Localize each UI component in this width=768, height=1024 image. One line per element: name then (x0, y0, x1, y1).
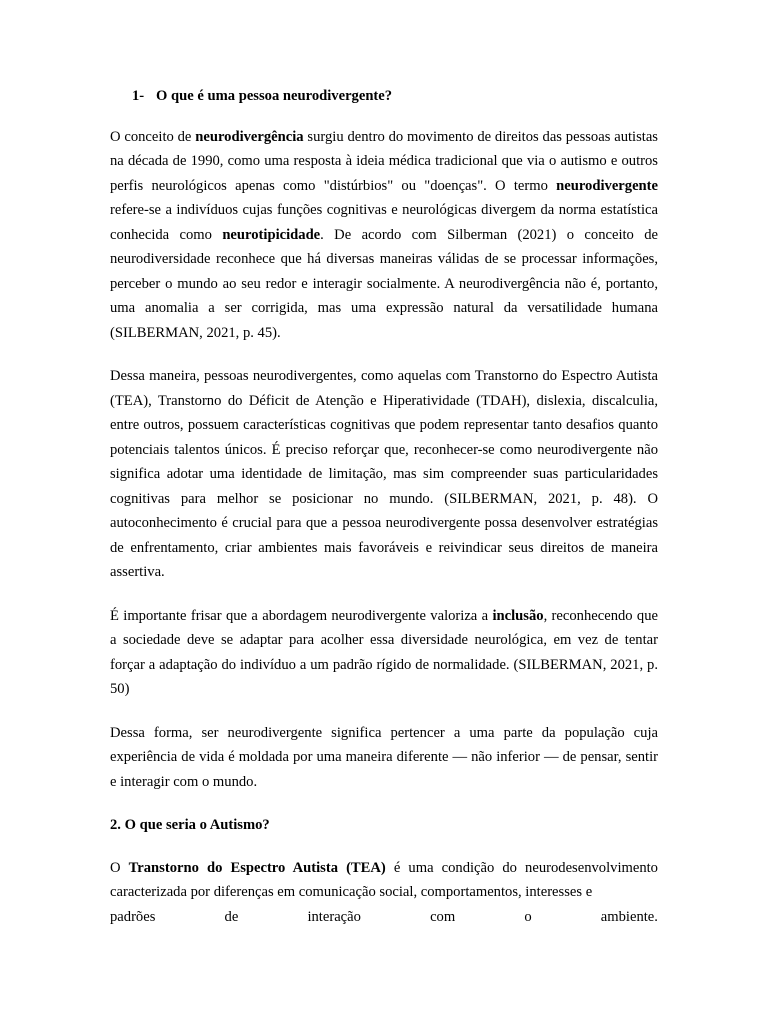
word: de (224, 908, 239, 925)
text-run: . De acordo com Silberman (2021) o conceito de neurodiversidade reconhece que há diversas maneiras válidas de se processar informações, perceber o mundo ao seu redor e interagir socialmente. A neurodivergência não é, portanto, uma anomalia a ser corrigida, mas uma expressão natural da versatilidade humana (SILBERMAN, 2021, p. 45). (110, 226, 658, 341)
text-run: O (110, 859, 129, 876)
word: com (430, 908, 456, 925)
text-run: refere-se a indivíduos cujas funções cognitivas e neurológicas divergem da norma estatística conhecida como (110, 202, 658, 243)
bold-term: neurotipicidade (222, 226, 321, 243)
paragraph-5 (110, 856, 658, 905)
word: ambiente. (600, 908, 658, 925)
document-body (110, 84, 658, 929)
bold-term: inclusão (492, 607, 544, 624)
paragraph-5-last-line (110, 905, 658, 930)
section-1-heading (132, 84, 658, 109)
section-1-title: O que é uma pessoa neurodivergente? (156, 88, 393, 104)
text-run: , reconhecendo que a sociedade deve se adaptar para acolher essa diversidade neurológica, em vez de tentar forçar a adaptação do indivíduo a um padrão rígido de normalidade. (SILBERMAN, 2021, p. 50) (110, 607, 659, 697)
word: o (524, 908, 532, 925)
word: interação (307, 908, 361, 925)
word: padrões (110, 908, 156, 925)
bold-term: neurodivergente (556, 177, 658, 194)
paragraph-3 (110, 604, 658, 702)
text-run: O conceito de (110, 128, 196, 145)
paragraph-1 (110, 125, 658, 346)
section-2-heading: 2. O que seria o Autismo? (110, 817, 270, 833)
text-run: surgiu dentro do movimento de direitos das pessoas autistas na década de 1990, como uma resposta à ideia médica tradicional que via o autismo e outros perfis neurológicos apenas como "distúrbios" ou "doenças". O termo (110, 128, 658, 194)
text-run: é uma condição do neurodesenvolvimento caracterizada por diferenças em comunicação social, comportamentos, interesses e (110, 859, 658, 900)
text-run: É importante frisar que a abordagem neurodivergente valoriza a (110, 607, 493, 624)
paragraph-4: Dessa forma, ser neurodivergente significa pertencer a uma parte da população cuja experiência de vida é moldada por uma maneira diferente — não inferior — de pensar, sentir e interagir com o mundo. (110, 724, 658, 790)
section-1-number: 1- (132, 88, 145, 104)
bold-term: neurodivergência (195, 128, 304, 145)
bold-term: Transtorno do Espectro Autista (TEA) (128, 859, 386, 876)
paragraph-2: Dessa maneira, pessoas neurodivergentes, como aquelas com Transtorno do Espectro Autista (TEA), Transtorno do Déficit de Atenção e Hiperatividade (TDAH), dislexia, discalculia, entre outros, possuem características cognitivas que podem representar tanto desafios quanto potenciais talentos únicos. É preciso reforçar que, reconhecer-se como neurodivergente não significa adotar uma identidade de limitação, mas sim compreender suas particularidades cognitivas para melhor se posicionar no mundo. (SILBERMAN, 2021, p. 48). O autoconhecimento é crucial para que a pessoa neurodivergente possa desenvolver estratégias de enfrentamento, criar ambientes mais favoráveis e reivindicar seus direitos de maneira assertiva. (110, 368, 658, 580)
